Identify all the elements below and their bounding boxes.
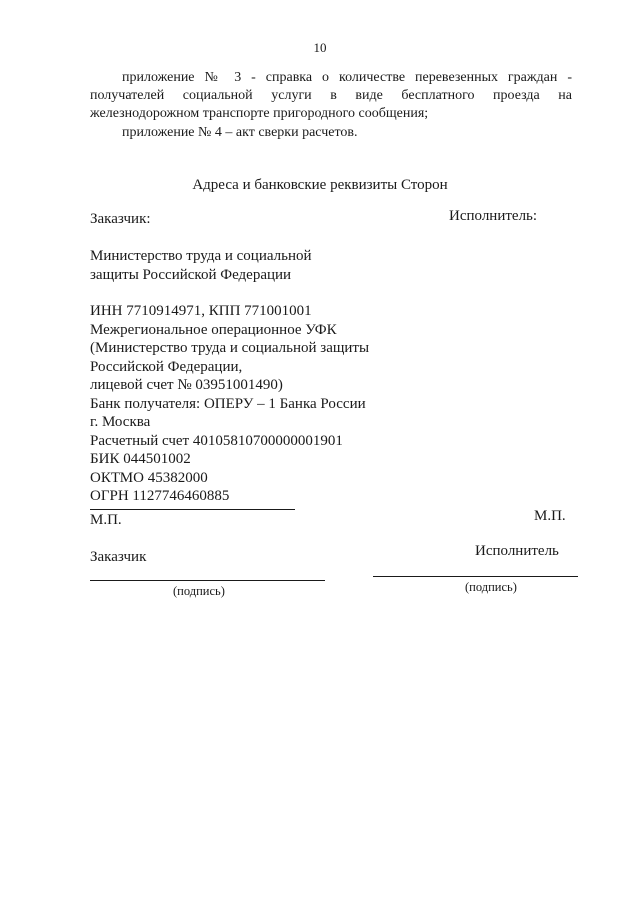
customer-signature-line (90, 580, 325, 581)
requisite-oktmo: ОКТМО 45382000 (90, 469, 208, 486)
contractor-stamp: М.П. (534, 508, 566, 524)
customer-requisites (90, 302, 369, 506)
customer-name (90, 247, 312, 284)
requisite-bik: БИК 044501002 (90, 451, 191, 467)
customer-stamp-line (90, 509, 295, 510)
annex-3-paragraph (90, 69, 572, 123)
customer-name-line: Министерство труда и социальной (90, 248, 312, 264)
customer-label: Заказчик: (90, 211, 151, 227)
contractor-label: Исполнитель: (449, 208, 538, 224)
requisite-inn-kpp: ИНН 7710914971, КПП 771001001 (90, 303, 312, 319)
requisite-city: г. Москва (90, 414, 151, 430)
customer-signature-title: Заказчик (90, 549, 147, 565)
annex-3-line-3: железнодорожном транспорте пригородного сообщения; (90, 106, 429, 121)
requisite-ufk-detail: Российской Федерации, (90, 358, 243, 375)
contractor-signature-caption: (подпись) (465, 580, 517, 594)
section-heading: Адреса и банковские реквизиты Сторон (192, 177, 448, 193)
requisite-ogrn: ОГРН 1127746460885 (90, 488, 230, 504)
customer-name-line: защиты Российской Федерации (90, 266, 292, 283)
annex-3-line-2: получателей социальной услуги в виде бесплатного проезда на (90, 88, 572, 103)
requisite-account: лицевой счет № 03951001490) (90, 377, 283, 393)
annex-4-paragraph: приложение № 4 – акт сверки расчетов. (122, 125, 358, 140)
requisite-ufk: Межрегиональное операционное УФК (90, 321, 337, 338)
requisite-bank: Банк получателя: ОПЕРУ – 1 Банка России (90, 395, 366, 412)
contractor-signature-line (373, 576, 578, 577)
customer-signature-caption: (подпись) (173, 584, 225, 598)
requisite-settlement-account: Расчетный счет 40105810700000001901 (90, 432, 343, 449)
customer-stamp: М.П. (90, 512, 122, 528)
page-number: 10 (313, 40, 327, 55)
requisite-ufk-detail: (Министерство труда и социальной защиты (90, 340, 370, 356)
annex-3-line-1: приложение № 3 - справка о количестве перевезенных граждан - (122, 70, 572, 85)
contractor-signature-title: Исполнитель (475, 543, 559, 559)
